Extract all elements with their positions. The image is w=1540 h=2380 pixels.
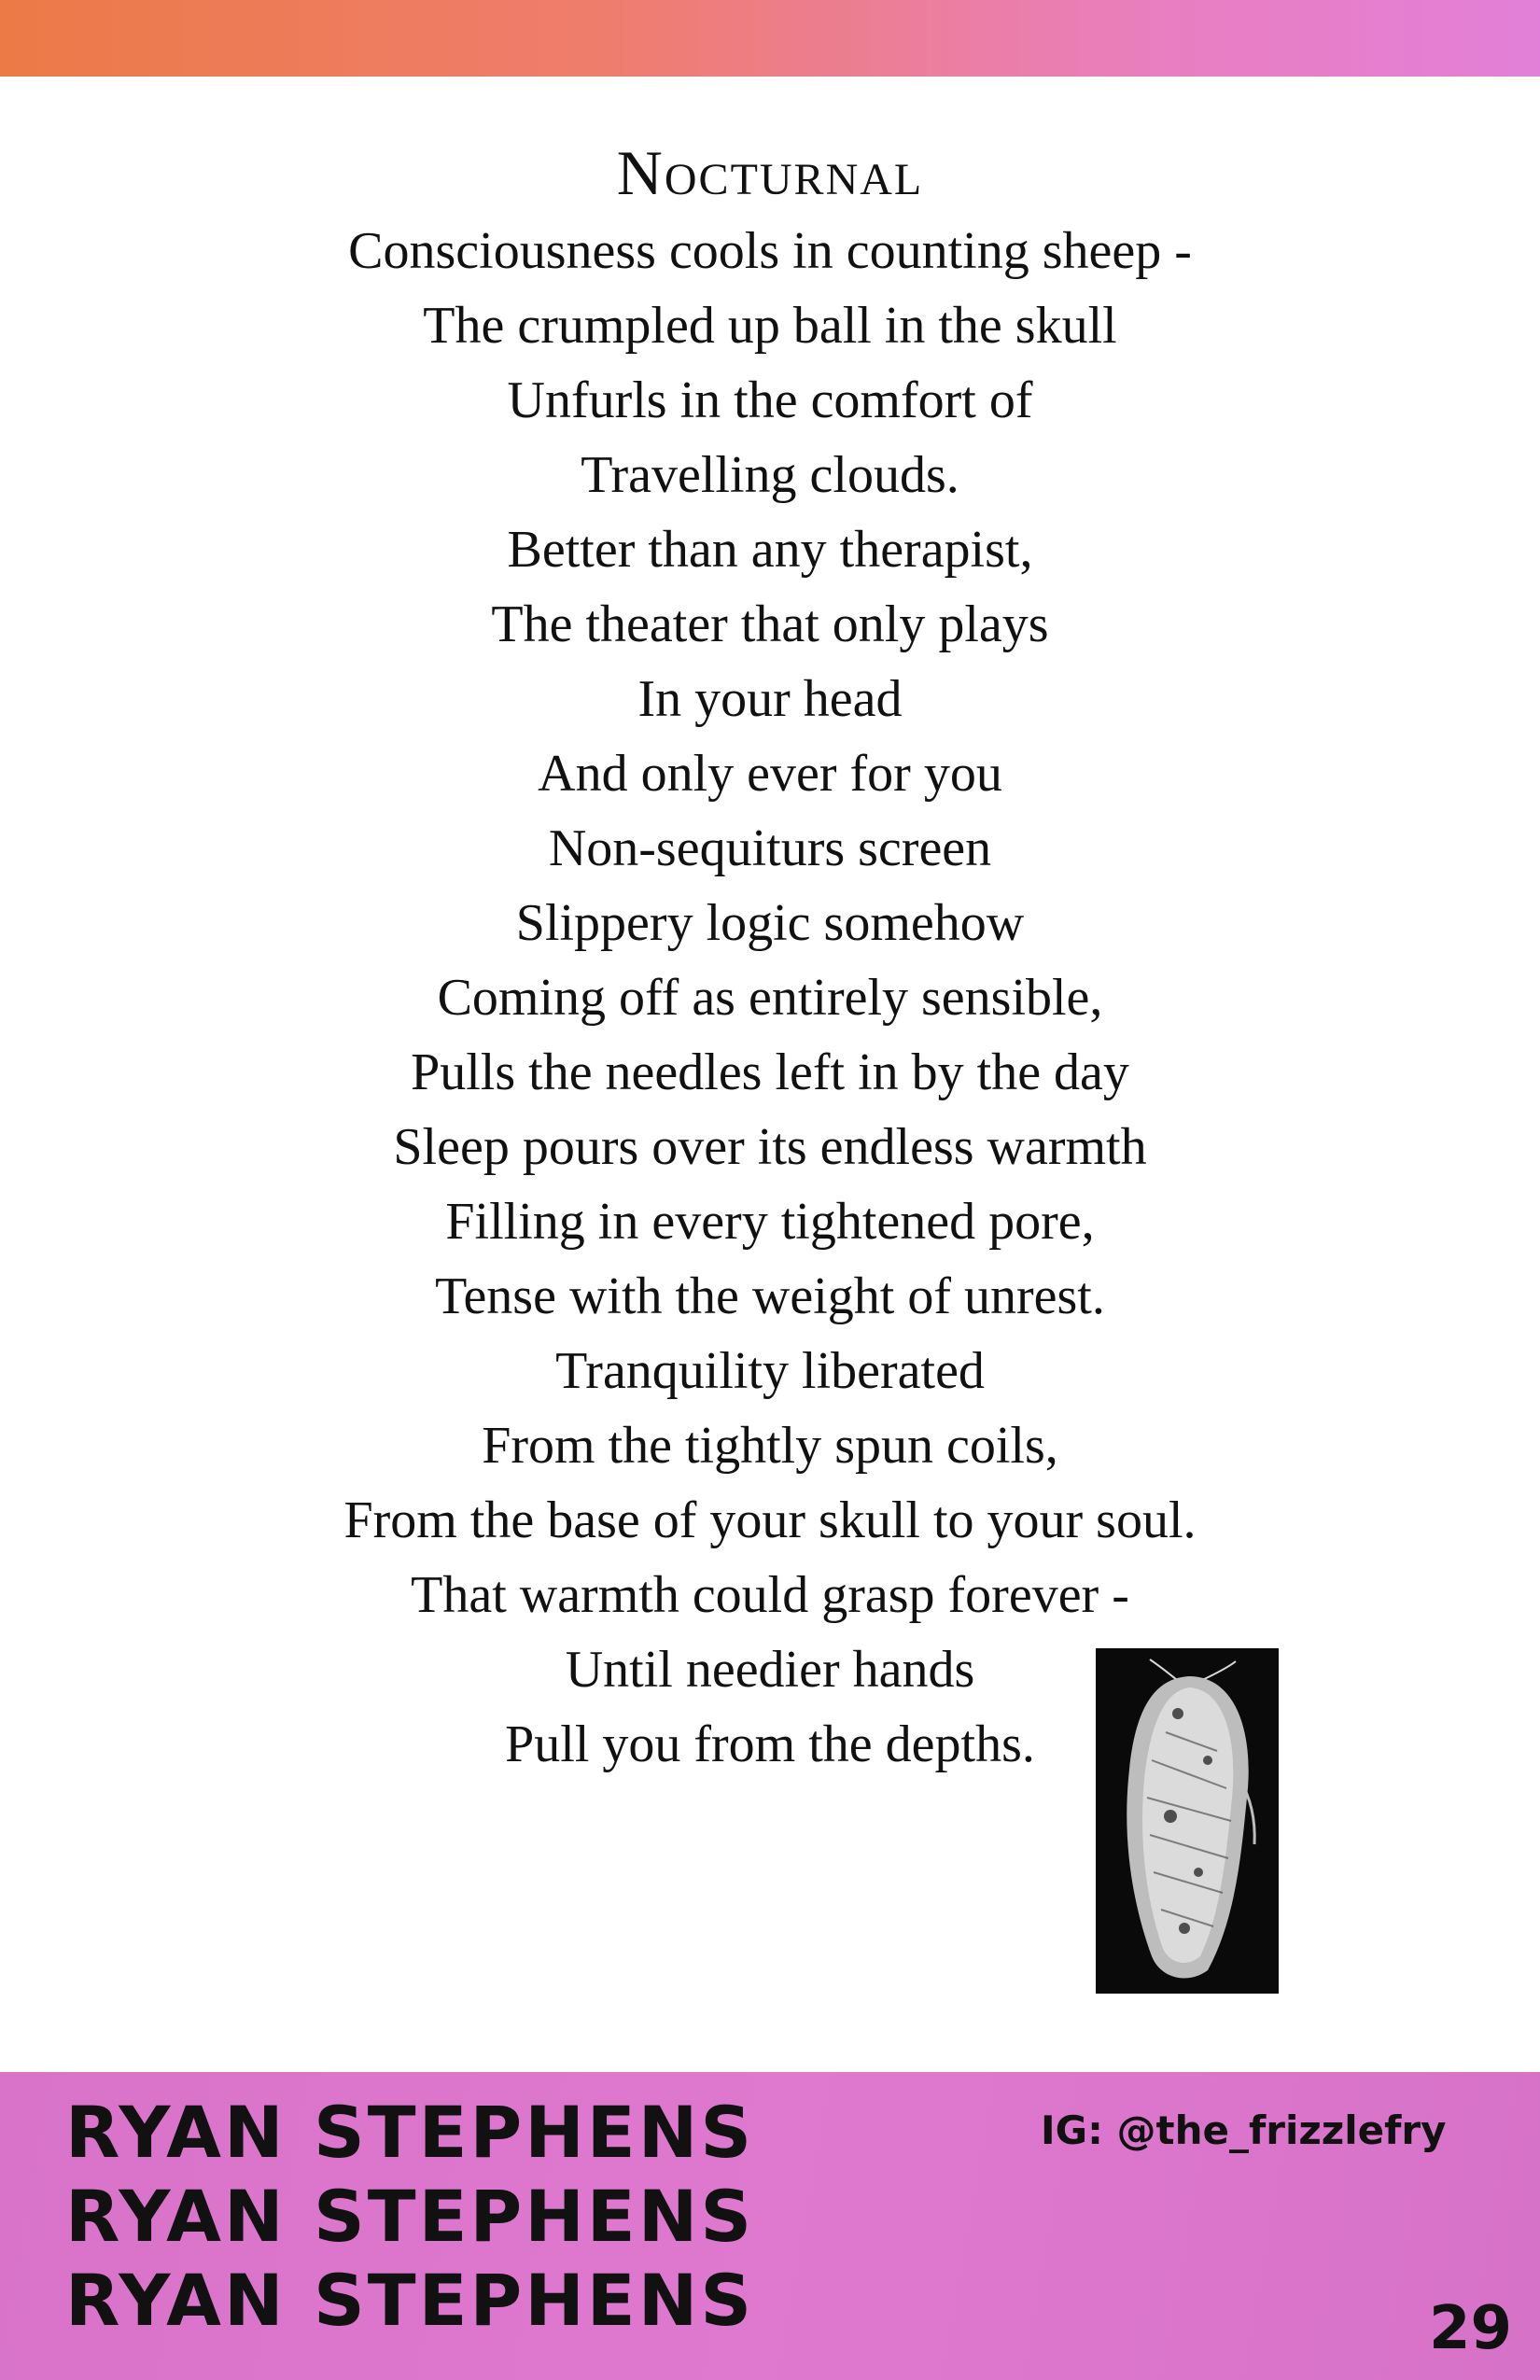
page-number: 29 bbox=[1428, 2294, 1512, 2363]
poem bbox=[187, 135, 1353, 1782]
poem-line: Unfurls in the comfort of bbox=[507, 371, 1033, 429]
footer-band bbox=[0, 2072, 1540, 2380]
poem-line: Tranquility liberated bbox=[555, 1342, 985, 1400]
poem-line: Pulls the needles left in by the day bbox=[411, 1043, 1129, 1101]
poem-lines bbox=[187, 214, 1353, 1782]
poem-line: The theater that only plays bbox=[491, 595, 1049, 653]
poem-line: Consciousness cools in counting sheep - bbox=[348, 222, 1192, 280]
moth-illustration bbox=[1096, 1648, 1279, 1994]
poem-line: And only ever for you bbox=[538, 745, 1002, 803]
poem-line: In your head bbox=[637, 670, 903, 728]
poem-line: From the tightly spun coils, bbox=[482, 1417, 1058, 1475]
poem-line: Travelling clouds. bbox=[581, 446, 959, 504]
poem-line: The crumpled up ball in the skull bbox=[423, 297, 1117, 355]
moth-icon bbox=[1096, 1648, 1279, 1994]
poem-title: Nocturnal bbox=[616, 137, 924, 208]
author-name-block bbox=[65, 2091, 754, 2343]
poem-line: Until needier hands bbox=[565, 1641, 975, 1699]
poem-line: Tense with the weight of unrest. bbox=[435, 1267, 1105, 1325]
instagram-handle: IG: @the_frizzlefry bbox=[1041, 2107, 1447, 2153]
poem-line: Sleep pours over its endless warmth bbox=[393, 1118, 1147, 1176]
author-name: RYAN STEPHENS bbox=[65, 2091, 755, 2174]
poem-line: Coming off as entirely sensible, bbox=[437, 969, 1103, 1027]
poem-line: Filling in every tightened pore, bbox=[445, 1193, 1095, 1251]
author-name: RYAN STEPHENS bbox=[65, 2175, 755, 2258]
poem-line: Non-sequiturs screen bbox=[548, 819, 992, 877]
poem-line: Pull you from the depths. bbox=[505, 1715, 1035, 1773]
poem-line: Slippery logic somehow bbox=[515, 894, 1025, 952]
poem-line: That warmth could grasp forever - bbox=[411, 1566, 1129, 1624]
poem-line: From the base of your skull to your soul. bbox=[343, 1491, 1197, 1549]
author-name: RYAN STEPHENS bbox=[65, 2259, 755, 2342]
top-color-band bbox=[0, 0, 1540, 77]
poem-line: Better than any therapist, bbox=[507, 521, 1033, 579]
